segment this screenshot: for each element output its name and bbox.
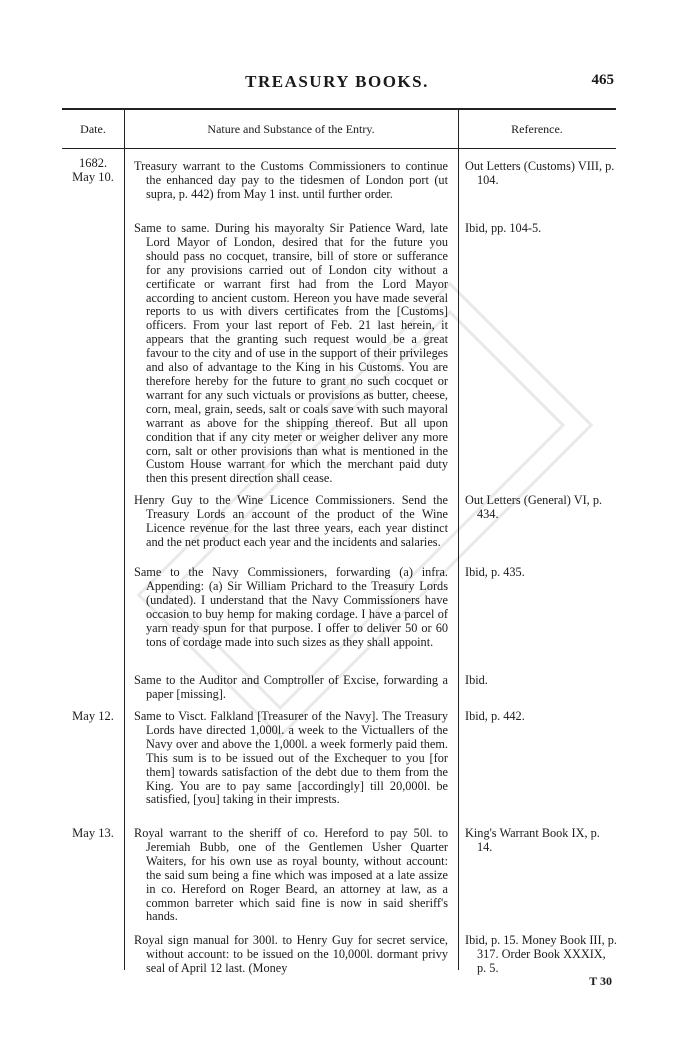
entry-text: Same to the Auditor and Comptroller of Excise, forwarding a paper [missing]. xyxy=(134,673,448,701)
entry-date: May 12. xyxy=(72,709,114,723)
column-header-date: Date. xyxy=(80,122,106,136)
entry-reference: Ibid, pp. 104-5. xyxy=(465,221,542,235)
entry-date: 1682. May 10. xyxy=(72,156,114,184)
entry-reference: Ibid, p. 435. xyxy=(465,565,525,579)
entry-text: Same to the Navy Commissioners, forwarding (a) infra. Appending: (a) Sir William Prichard to the Treasury Lords (undated). I understand that the Navy Commissioners have occasion to buy hemp for making cordage. I have a parcel of yarn ready spun for that purpose. I offer to deliver 50 or 60 tons of cordage made into such sizes as they shall appoint. xyxy=(134,565,448,649)
entry-reference: Ibid. xyxy=(465,673,488,687)
column-header-nature: Nature and Substance of the Entry. xyxy=(207,122,375,136)
entry-text: Royal sign manual for 300l. to Henry Guy for secret service, without account: to be issued on the 10,000l. dormant privy seal of April 12 last. (Money xyxy=(134,933,448,975)
entry-text: Henry Guy to the Wine Licence Commissioners. Send the Treasury Lords an account of the product of the Wine Licence revenue for the last three years, each year distinct and the net product each year and the incidents and salaries. xyxy=(134,493,448,549)
column-divider-reference xyxy=(458,108,459,970)
page-number: 465 xyxy=(591,72,614,88)
header-rule xyxy=(62,148,616,149)
column-header-reference: Reference. xyxy=(511,122,563,136)
entry-reference: Out Letters (Customs) VIII, p. 104. xyxy=(465,159,615,187)
entry-reference: King's Warrant Book IX, p. 14. xyxy=(465,826,600,854)
running-title: TREASURY BOOKS. xyxy=(245,72,429,91)
column-divider-date xyxy=(124,108,125,970)
entry-text: Treasury warrant to the Customs Commissioners to continue the enhanced day pay to the tidesmen of London port (ut supra, p. 442) from May 1 inst. until further order. xyxy=(134,159,448,201)
entry-text: Royal warrant to the sheriff of co. Hereford to pay 50l. to Jeremiah Bubb, one of the Gentlemen Usher Quarter Waiters, for his own use as royal bounty, without account: the said sum being a fine which was imposed at a late assize in co. Hereford on Roger Beard, an attorney at law, as a common barreter which said fine is now in said sheriff's hands. xyxy=(134,826,448,924)
entry-text: Same to Visct. Falkland [Treasurer of the Navy]. The Treasury Lords have directed 1,000l. a week to the Victuallers of the Navy over and above the 1,000l. a week formerly paid them. This sum is to be issued out of the Exchequer to you [for them] towards satisfaction of the debt due to them from the King. You are to pay same [accordingly] till 20,000l. be satisfied, [you] taking in their imprests. xyxy=(134,709,448,807)
signature-mark: T 30 xyxy=(589,974,612,988)
entry-reference: Ibid, p. 15. Money Book III, p. 317. Order Book XXXIX, p. 5. xyxy=(465,933,617,975)
top-rule xyxy=(62,108,616,110)
entry-reference: Ibid, p. 442. xyxy=(465,709,525,723)
entry-date: May 13. xyxy=(72,826,114,840)
entry-text: Same to same. During his mayoralty Sir Patience Ward, late Lord Mayor of London, desired that for the future you should pass no cocquet, transire, bill of store or sufferance for any provisions carried out of London city without a certificate or warrant first had from the Lord Mayor according to ancient custom. Hereon you have made several reports to us with divers certificates from the [Customs] officers. From your last report of Feb. 21 last herein, it appears that the granting such request would be a great favour to the city and of use in the support of their privileges and also of advantage to the King in his Customs. You are therefore hereby for the future to grant no such cocquet or warrant for any such victuals or provisions as butter, cheese, corn, meal, grain, seeds, salt or coals save with such mayoral warrant as above for the shipping thereof. But all upon condition that if any city meter or weigher deliver any more corn, salt or other provisions than what is mentioned in the Custom House warrant for which the merchant paid duty then this present direction shall cease. xyxy=(134,221,448,486)
entry-reference: Out Letters (General) VI, p. 434. xyxy=(465,493,603,521)
